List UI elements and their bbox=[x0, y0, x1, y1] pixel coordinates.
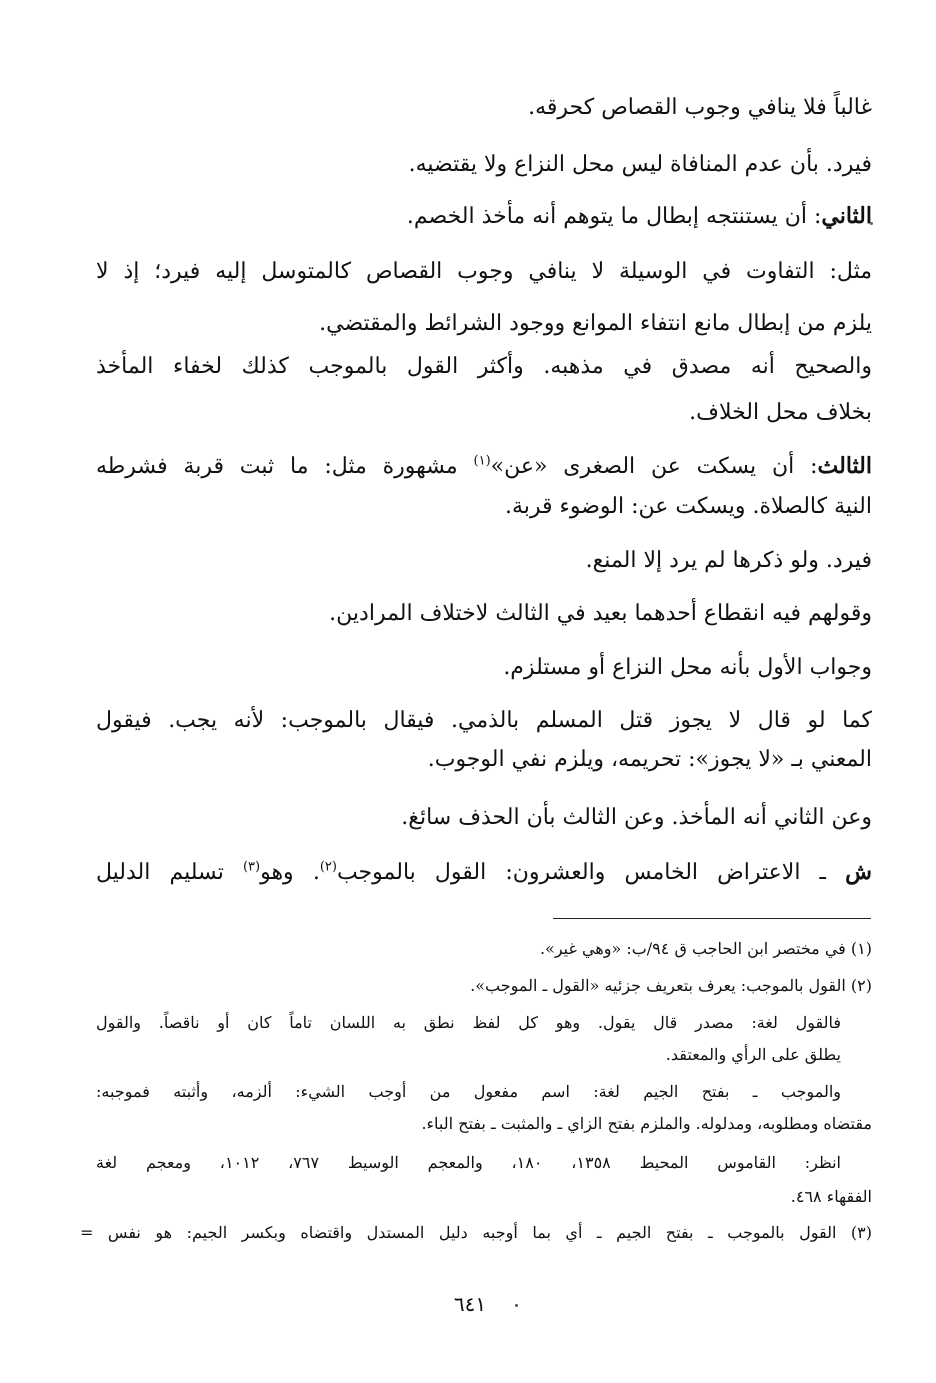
footnote-2-line-4: والموجب ـ بفتح الجيم لغة: اسم مفعول من أوجب الشيء: ألزمه، وأثبته فموجبه: bbox=[96, 1082, 841, 1101]
stray-dot bbox=[515, 1304, 518, 1307]
body-line-1: غالباً فلا ينافي وجوب القصاص كحرقه. bbox=[528, 95, 872, 120]
section-heading-third: الثالث bbox=[817, 453, 872, 479]
body-line-15: وعن الثاني أنه المأخذ. وعن الثالث بأن الحذف سائغ. bbox=[401, 805, 872, 830]
body-line-7: بخلاف محل الخلاف. bbox=[689, 400, 872, 425]
footnote-separator bbox=[553, 918, 871, 919]
page-number: ٦٤١ bbox=[453, 1292, 487, 1316]
body-text: : أن يستنتجه إبطال ما يتوهم أنه مأخذ الخصم. bbox=[406, 204, 822, 229]
footnote-2-line-7: الفقهاء ٤٦٨. bbox=[790, 1187, 872, 1206]
body-line-8 bbox=[96, 451, 872, 482]
body-line-9: النية كالصلاة. ويسكت عن: الوضوء قربة. bbox=[504, 494, 872, 519]
body-text: تسليم الدليل bbox=[96, 860, 243, 885]
body-line-5: يلزم من إبطال مانع انتفاء الموانع ووجود الشرائط والمقتضي. bbox=[319, 311, 872, 336]
commentary-marker: ش bbox=[845, 859, 872, 885]
section-heading-second: الثاني bbox=[821, 203, 872, 229]
footnote-2-line-5: مقتضاه ومطلوبه، ومدلوله. والملزم بفتح الزاي ـ والمثبت ـ بفتح الباء. bbox=[421, 1114, 872, 1133]
body-line-2: فيرد. بأن عدم المنافاة ليس محل النزاع ولا يقتضيه. bbox=[408, 152, 872, 177]
body-line-14: المعني بـ «لا يجوز»: تحريمه، ويلزم نفي الوجوب. bbox=[427, 747, 872, 772]
body-line-3 bbox=[407, 201, 872, 232]
footnote-2-line-6: انظر: القاموس المحيط ١٣٥٨، ١٨٠، والمعجم الوسيط ٧٦٧، ١٠١٢، ومعجم لغة bbox=[96, 1153, 841, 1172]
footnote-3: (٣) القول بالموجب ـ بفتح الجيم ـ أي بما أوجبه دليل المستدل واقتضاه وبكسر الجيم: هو نفس = bbox=[80, 1223, 872, 1242]
body-line-16 bbox=[96, 857, 872, 888]
body-line-13: كما لو قال لا يجوز قتل المسلم بالذمي. فيقال بالموجب: لأنه يجب. فيقول bbox=[96, 708, 872, 733]
footnote-1: (١) في مختصر ابن الحاجب ق ٩٤/ب: «وهي غير». bbox=[539, 939, 872, 958]
footnote-ref-3: (٣) bbox=[242, 859, 261, 875]
body-line-12: وجواب الأول بأنه محل النزاع أو مستلزم. bbox=[503, 655, 872, 680]
body-line-10: فيرد. ولو ذكرها لم يرد إلا المنع. bbox=[585, 548, 872, 573]
body-text: ـ الاعتراض الخامس والعشرون: القول بالموجب bbox=[336, 860, 846, 885]
body-line-4: مثل: التفاوت في الوسيلة لا ينافي وجوب القصاص كالمتوسل إليه فيرد؛ إذ لا bbox=[96, 259, 872, 284]
body-text: مشهورة مثل: ما ثبت قربة فشرطه bbox=[96, 454, 474, 479]
footnote-ref-1: (١) bbox=[473, 453, 491, 469]
footnote-2: (٢) القول بالموجب: يعرف بتعريف جزئيه «القول ـ الموجب». bbox=[470, 976, 872, 995]
body-line-6: والصحيح أنه مصدق في مذهبه. وأكثر القول بالموجب كذلك لخفاء المأخذ bbox=[96, 354, 872, 379]
footnote-ref-2: (٢) bbox=[319, 859, 337, 875]
footnote-2-line-3: يطلق على الرأي والمعتقد. bbox=[665, 1045, 841, 1064]
body-line-11: وقولهم فيه انقطاع أحدهما بعيد في الثالث لاختلاف المرادين. bbox=[329, 601, 872, 626]
body-text: . وهو bbox=[260, 860, 320, 885]
footnote-2-line-2: فالقول لغة: مصدر قال يقول. وهو كل لفظ نطق به اللسان تاماً كان أو ناقصاً. والقول bbox=[96, 1013, 841, 1032]
body-text: : أن يسكت عن الصغرى «عن» bbox=[490, 454, 818, 479]
